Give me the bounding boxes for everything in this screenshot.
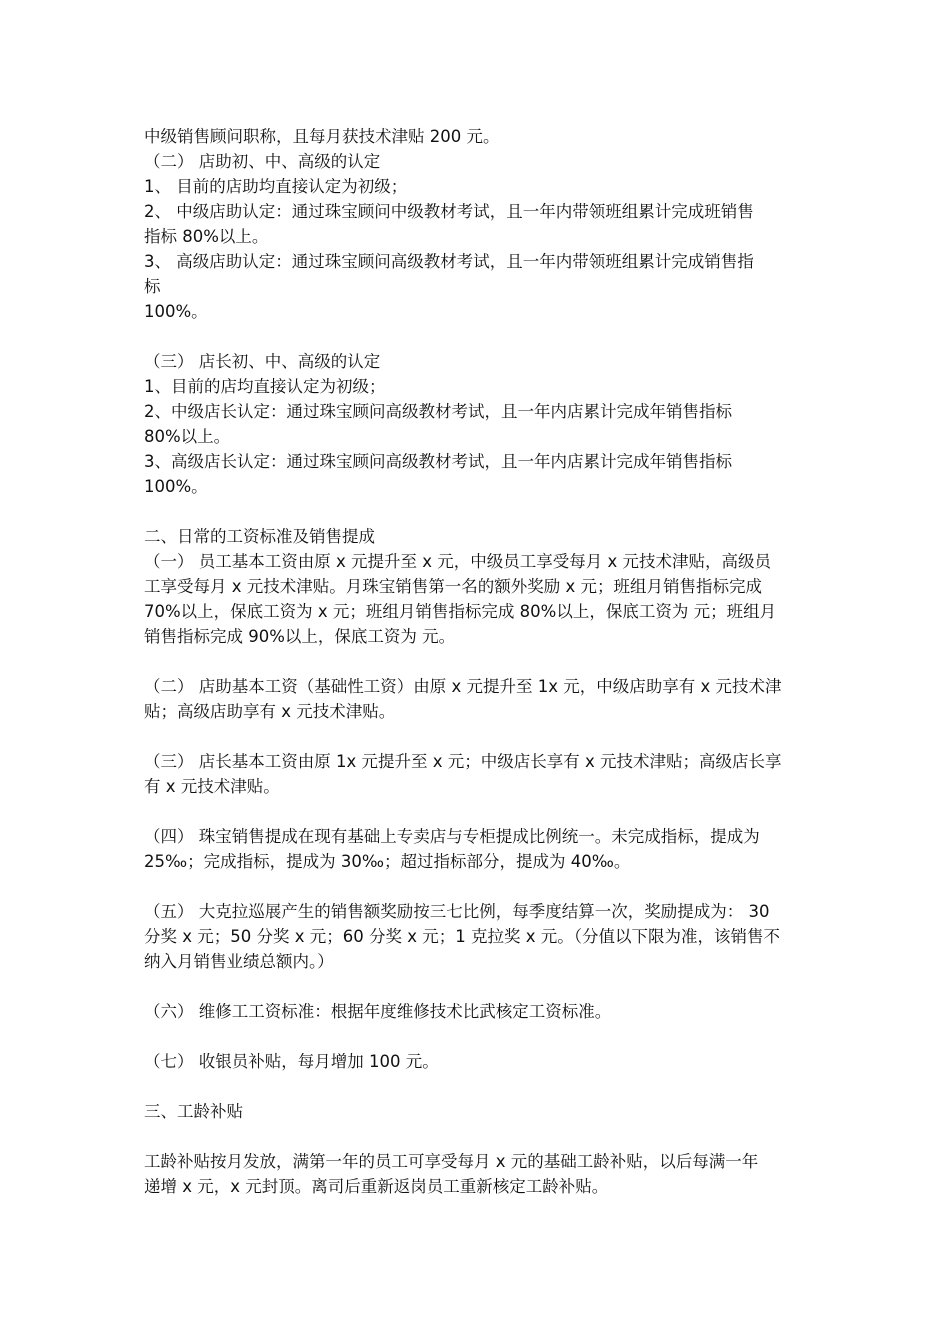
text-line: 标	[144, 277, 161, 296]
text-line: 3、高级店长认定：通过珠宝顾问高级教材考试，且一年内店累计完成年销售指标	[144, 452, 732, 471]
text-line: 纳入月销售业绩总额内。）	[144, 952, 334, 971]
text-line: （七） 收银员补贴，每月增加 100 元。	[144, 1052, 439, 1071]
text-line: 工龄补贴按月发放，满第一年的员工可享受每月 x 元的基础工龄补贴，以后每满一年	[144, 1152, 759, 1171]
blank-line	[144, 649, 814, 674]
text-line: 3、 高级店助认定：通过珠宝顾问高级教材考试，且一年内带领班组累计完成销售指	[144, 252, 754, 271]
blank-line	[144, 1074, 814, 1099]
section-heading: 三、工龄补贴	[144, 1102, 243, 1121]
text-line: 指标 80%以上。	[144, 227, 269, 246]
text-line: （一） 员工基本工资由原 x 元提升至 x 元，中级员工享受每月 x 元技术津贴，高级员	[144, 552, 772, 571]
document-page	[144, 124, 814, 1199]
section-heading: （二） 店助初、中、高级的认定	[144, 152, 381, 171]
section-heading: （三） 店长初、中、高级的认定	[144, 352, 381, 371]
text-line: （六） 维修工工资标准：根据年度维修技术比武核定工资标准。	[144, 1002, 612, 1021]
blank-line	[144, 974, 814, 999]
text-line: （二） 店助基本工资（基础性工资）由原 x 元提升至 1x 元，中级店助享有 x 元技术津	[144, 677, 782, 696]
text-line: 分奖 x 元；50 分奖 x 元；60 分奖 x 元；1 克拉奖 x 元。（分值以下限为准，该销售不	[144, 927, 780, 946]
text-line: 贴；高级店助享有 x 元技术津贴。	[144, 702, 396, 721]
blank-line	[144, 1124, 814, 1149]
section-heading: 二、日常的工资标准及销售提成	[144, 527, 375, 546]
text-line: （五） 大克拉巡展产生的销售额奖励按三七比例，每季度结算一次，奖励提成为： 30	[144, 902, 770, 921]
text-line: 70%以上，保底工资为 x 元；班组月销售指标完成 80%以上，保底工资为 元；班组月	[144, 602, 777, 621]
text-line: 销售指标完成 90%以上，保底工资为 元。	[144, 627, 456, 646]
blank-line	[144, 799, 814, 824]
blank-line	[144, 324, 814, 349]
text-line: 80%以上。	[144, 427, 231, 446]
text-line: 100%。	[144, 477, 208, 496]
text-line: 1、 目前的店助均直接认定为初级；	[144, 177, 408, 196]
text-line: 递增 x 元，x 元封顶。离司后重新返岗员工重新核定工龄补贴。	[144, 1177, 609, 1196]
blank-line	[144, 1024, 814, 1049]
text-line: 工享受每月 x 元技术津贴。月珠宝销售第一名的额外奖励 x 元；班组月销售指标完成	[144, 577, 763, 596]
text-line: 中级销售顾问职称，且每月获技术津贴 200 元。	[144, 127, 500, 146]
text-line: 1、目前的店均直接认定为初级；	[144, 377, 386, 396]
text-line: 2、 中级店助认定：通过珠宝顾问中级教材考试，且一年内带领班组累计完成班销售	[144, 202, 754, 221]
text-line: 2、中级店长认定：通过珠宝顾问高级教材考试，且一年内店累计完成年销售指标	[144, 402, 732, 421]
blank-line	[144, 724, 814, 749]
text-line: （三） 店长基本工资由原 1x 元提升至 x 元；中级店长享有 x 元技术津贴；高级店长享	[144, 752, 782, 771]
text-line: 25‰；完成指标，提成为 30‰；超过指标部分，提成为 40‰。	[144, 852, 631, 871]
blank-line	[144, 874, 814, 899]
text-line: （四） 珠宝销售提成在现有基础上专卖店与专柜提成比例统一。未完成指标，提成为	[144, 827, 760, 846]
blank-line	[144, 499, 814, 524]
text-line: 100%。	[144, 302, 208, 321]
text-line: 有 x 元技术津贴。	[144, 777, 280, 796]
